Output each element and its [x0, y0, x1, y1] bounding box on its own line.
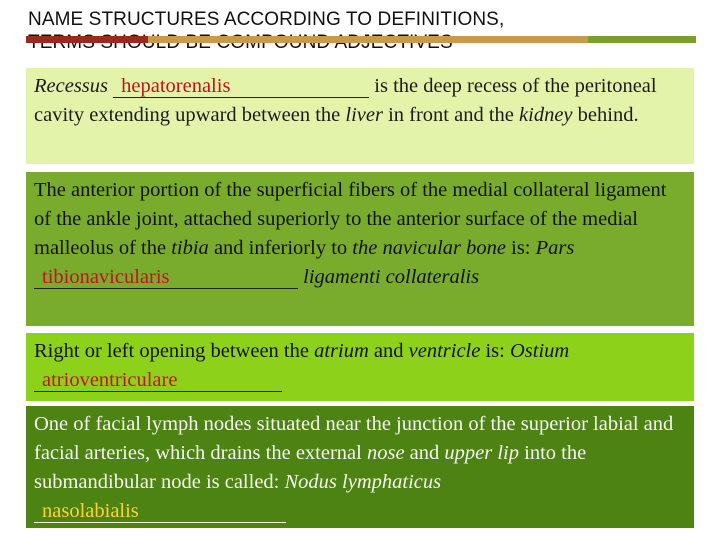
- definition-italic: ventricle: [408, 340, 481, 362]
- definition-text-3: [34, 337, 686, 395]
- definition-italic: atrium: [314, 340, 369, 362]
- definition-italic: kidney: [519, 104, 573, 126]
- definition-segment: is:: [506, 237, 536, 259]
- definition-box-3: [26, 333, 694, 401]
- definition-box-4: [26, 406, 694, 528]
- definition-segment: The anterior portion of the superficial fibers of the medial collateral ligament of the ankle joint, attached superiorly to the anterior surface of the medial malleolus of the: [34, 179, 667, 259]
- definition-segment: is the deep recess of the peritoneal cavity extending upward between the: [34, 75, 657, 126]
- definition-segment: in front and the: [382, 104, 520, 126]
- accent-segment-green: [588, 36, 696, 43]
- definition-text-2: [34, 176, 686, 292]
- definition-italic: the navicular bone: [352, 237, 506, 259]
- definition-segment: behind.: [572, 104, 639, 126]
- answer-3: atrioventriculare: [42, 369, 178, 391]
- definition-italic: nose: [366, 442, 405, 464]
- term-prefix: Pars: [535, 237, 575, 259]
- term-prefix: Recessus: [34, 75, 109, 97]
- answer-1: hepatorenalis: [121, 75, 231, 97]
- definition-segment: and: [404, 442, 445, 464]
- definition-segment: and: [368, 340, 409, 362]
- definition-segment: One of facial lymph nodes situated near the junction of the superior labial and facial arteries, which drains the external: [34, 413, 674, 464]
- definition-italic: upper lip: [444, 442, 519, 464]
- accent-segment-red: [26, 36, 148, 43]
- accent-segment-tan: [148, 36, 588, 43]
- title-line-1: NAME STRUCTURES ACCORDING TO DEFINITIONS,: [28, 9, 505, 30]
- definition-box-2: [26, 172, 694, 326]
- term-prefix: Ostium: [509, 340, 570, 362]
- answer-blank-2: [34, 266, 298, 289]
- answer-4: nasolabialis: [42, 500, 139, 522]
- definition-segment: and inferiorly to: [208, 237, 353, 259]
- definition-text-1: [34, 72, 686, 130]
- answer-blank-3: [34, 369, 282, 392]
- title-accent-bar: [26, 36, 696, 43]
- page-title: [28, 8, 504, 54]
- definition-italic: tibia: [171, 237, 209, 259]
- definition-segment: Right or left opening between the: [34, 340, 315, 362]
- term-prefix: Nodus lymphaticus: [284, 471, 442, 493]
- term-suffix: ligamenti collateralis: [303, 266, 480, 288]
- definition-box-1: [26, 68, 694, 164]
- answer-2: tibionavicularis: [42, 266, 170, 288]
- definition-text-4: [34, 410, 686, 526]
- definition-segment: is:: [480, 340, 510, 362]
- answer-blank-4: [34, 500, 286, 523]
- definition-italic: liver: [345, 104, 383, 126]
- answer-blank-1: [113, 75, 369, 98]
- definition-segment: into the submandibular node is called:: [34, 442, 587, 493]
